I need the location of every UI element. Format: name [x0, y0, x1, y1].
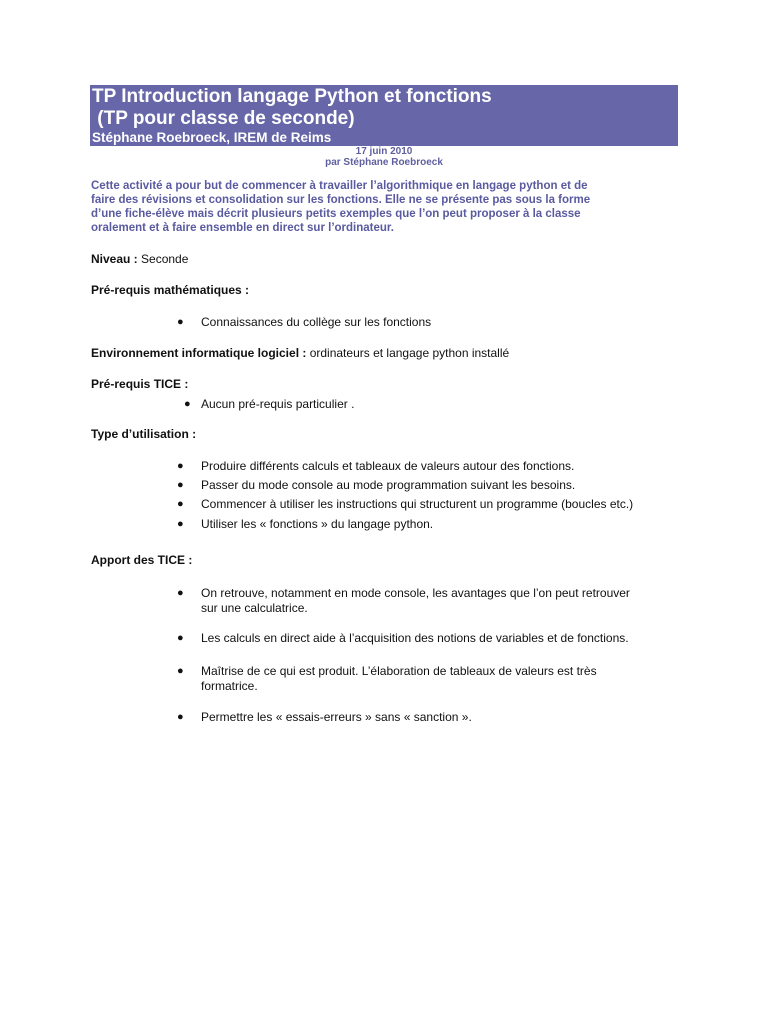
- bullet-icon: ●: [177, 665, 184, 677]
- prerequis-math-label: Pré-requis mathématiques :: [91, 283, 250, 297]
- list-item: [177, 631, 629, 646]
- bullet-icon: ●: [177, 479, 184, 491]
- list-item: [177, 459, 575, 474]
- list-item-text: Les calculs en direct aide à l’acquisition des notions de variables et de fonctions.: [201, 631, 629, 645]
- bullet-icon: ●: [177, 518, 184, 530]
- niveau-line: [91, 252, 188, 267]
- bullet-icon: ●: [184, 398, 191, 410]
- list-item-text: Utiliser les « fonctions » du langage python.: [201, 517, 434, 531]
- intro-line: d’une fiche-élève mais décrit plusieurs petits exemples que l’on peut proposer à la classe: [91, 208, 581, 220]
- list-item: [177, 315, 432, 330]
- bullet-icon: ●: [177, 498, 184, 510]
- list-item-text: Permettre les « essais-erreurs » sans « sanction ».: [201, 710, 472, 724]
- bullet-icon: ●: [177, 632, 184, 644]
- prerequis-tice-heading: [91, 377, 188, 392]
- document-subtitle: (TP pour classe de seconde): [92, 108, 355, 129]
- environnement-label: Environnement informatique logiciel :: [91, 346, 310, 360]
- type-utilisation-label: Type d’utilisation :: [91, 427, 197, 441]
- list-item-text: Commencer à utiliser les instructions qui structurent un programme (boucles etc.): [201, 497, 634, 511]
- list-item-text: Aucun pré-requis particulier .: [201, 397, 355, 411]
- list-item-text: Maîtrise de ce qui est produit. L’élaboration de tableaux de valeurs est très: [201, 664, 597, 678]
- document-title: TP Introduction langage Python et fonctions: [92, 86, 492, 107]
- environnement-line: [91, 346, 509, 361]
- list-item: [177, 478, 576, 493]
- intro-paragraph: [91, 179, 661, 235]
- niveau-value: Seconde: [141, 252, 189, 266]
- list-item-text: Connaissances du collège sur les fonctions: [201, 315, 432, 329]
- type-utilisation-heading: [91, 427, 196, 442]
- prerequis-math-heading: [91, 283, 249, 298]
- list-item: [177, 517, 434, 532]
- document-byline: par Stéphane Roebroeck: [325, 157, 443, 168]
- apport-tice-heading: [91, 553, 192, 568]
- bullet-icon: ●: [177, 711, 184, 723]
- list-item: [177, 497, 634, 512]
- intro-line: faire des révisions et consolidation sur les fonctions. Elle ne se présente pas sous la forme: [91, 194, 591, 206]
- list-item-text: On retrouve, notamment en mode console, les avantages que l’on peut retrouver: [201, 586, 630, 600]
- list-item-text: Produire différents calculs et tableaux de valeurs autour des fonctions.: [201, 459, 575, 473]
- bullet-icon: ●: [177, 587, 184, 599]
- intro-line: oralement et à faire ensemble en direct sur l’ordinateur.: [91, 222, 394, 234]
- niveau-label: Niveau :: [91, 252, 142, 266]
- bullet-icon: ●: [177, 316, 184, 328]
- bullet-icon: ●: [177, 460, 184, 472]
- apport-tice-label: Apport des TICE :: [91, 553, 193, 567]
- list-item-text: Passer du mode console au mode programmation suivant les besoins.: [201, 478, 576, 492]
- intro-line: Cette activité a pour but de commencer à travailler l’algorithmique en langage python et de: [91, 180, 588, 192]
- list-item-text: formatrice.: [201, 679, 258, 693]
- document-date: 17 juin 2010: [355, 146, 413, 157]
- environnement-value: ordinateurs et langage python installé: [309, 346, 510, 360]
- list-item-text: sur une calculatrice.: [201, 601, 308, 615]
- prerequis-tice-label: Pré-requis TICE :: [91, 377, 189, 391]
- list-item: [184, 397, 355, 412]
- author-line: Stéphane Roebroeck, IREM de Reims: [92, 130, 332, 145]
- list-item: [177, 710, 472, 725]
- list-item: [177, 664, 597, 694]
- list-item: [177, 586, 630, 616]
- title-band: [90, 85, 678, 146]
